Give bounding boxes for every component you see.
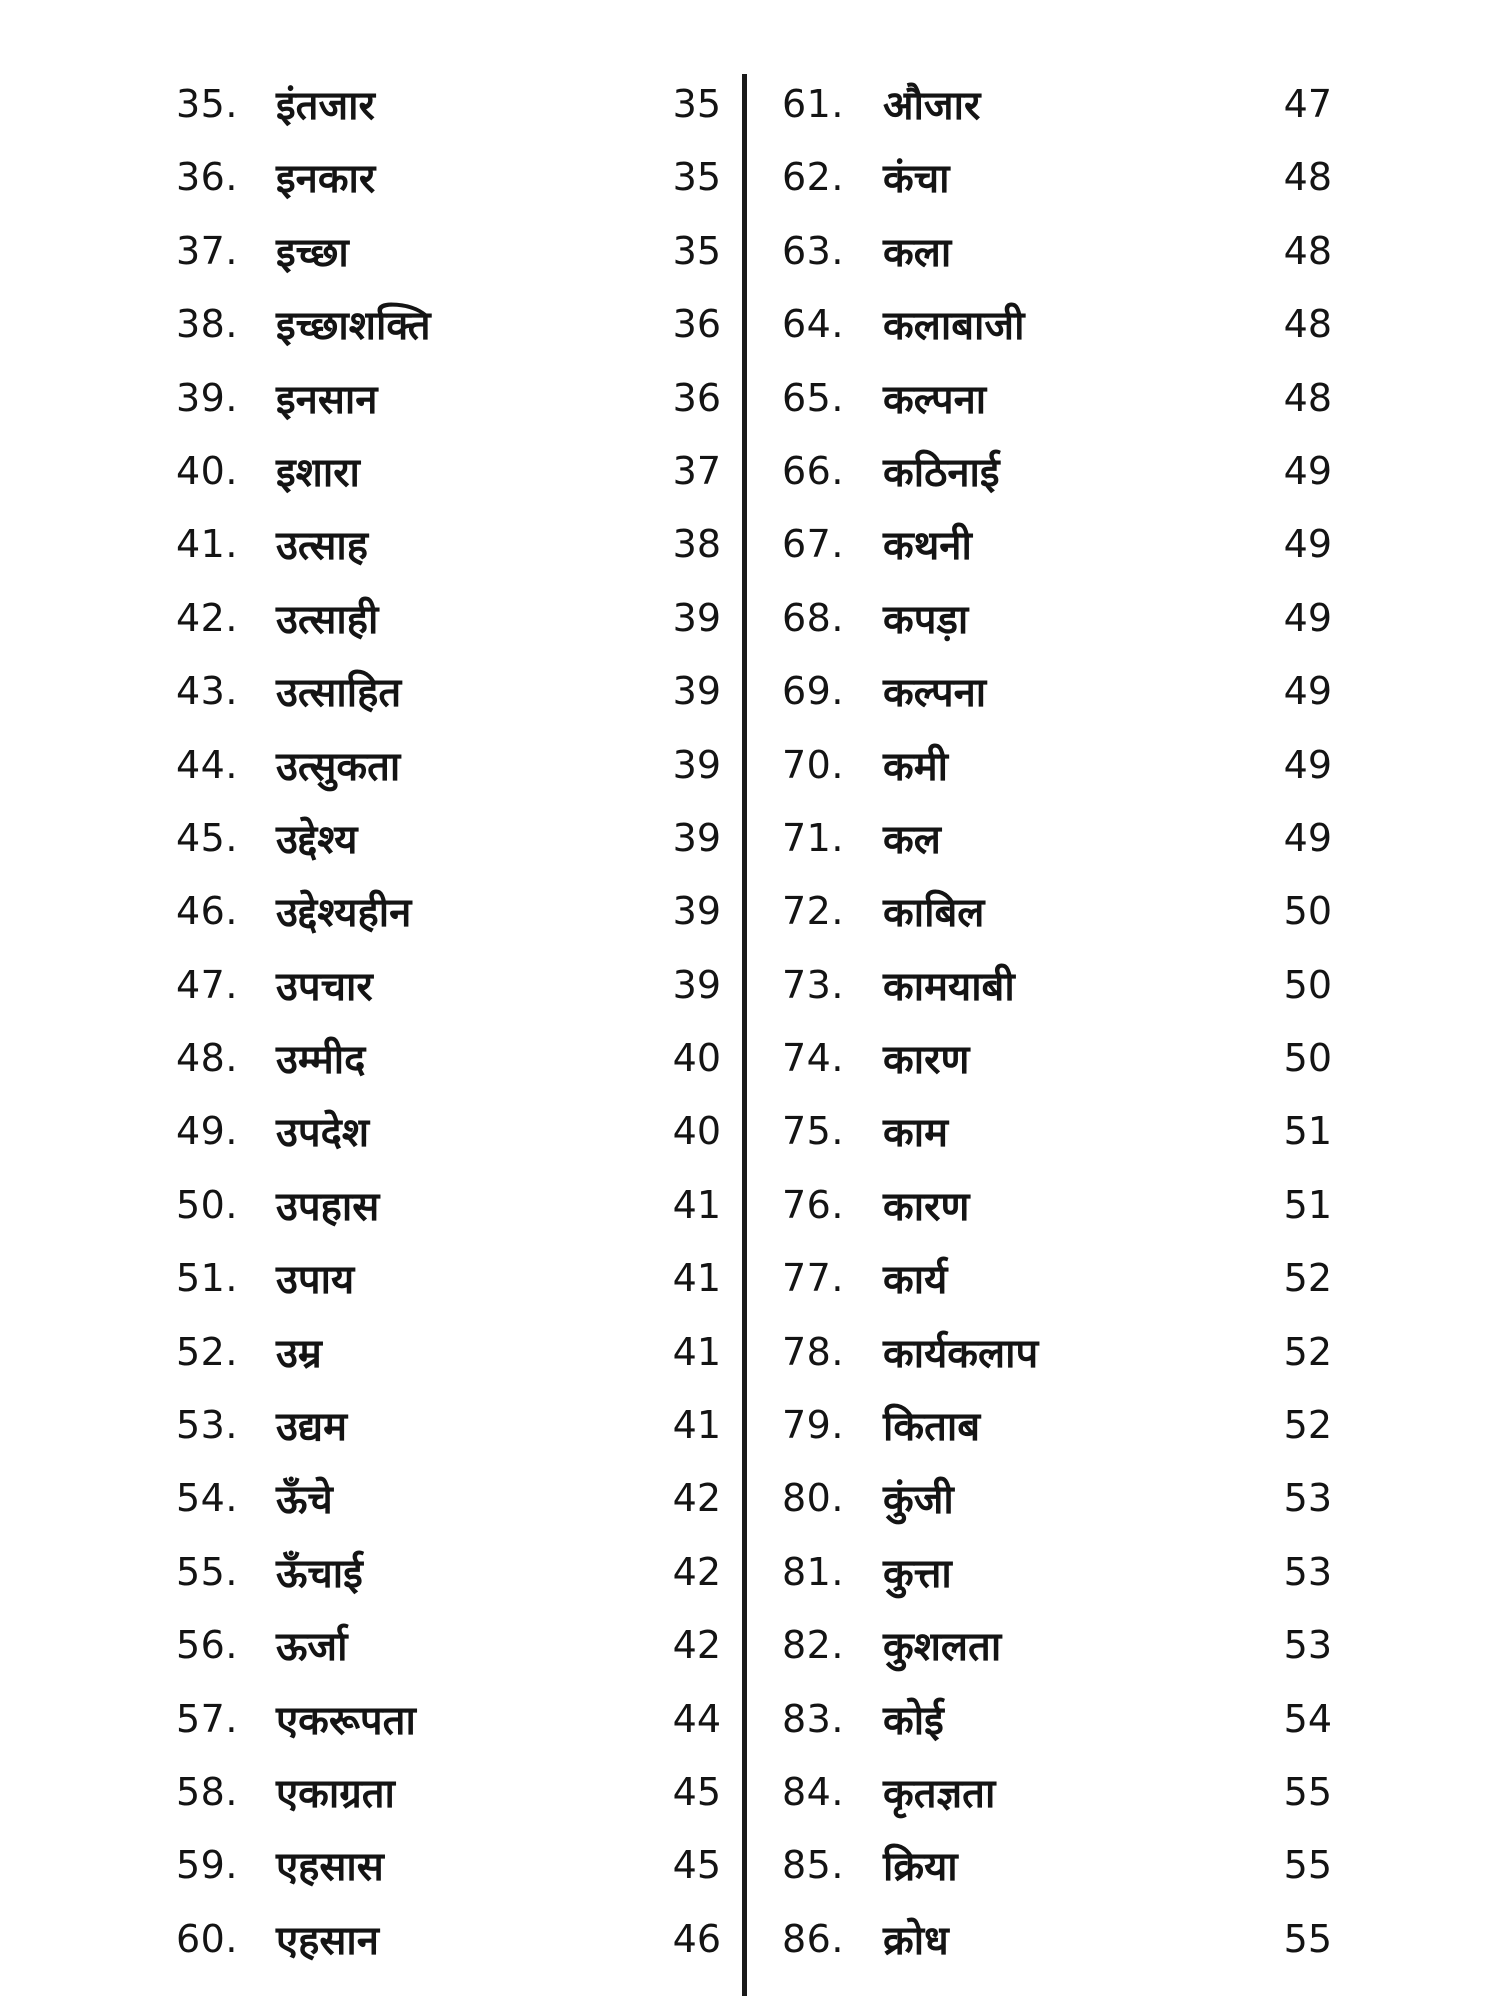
entry-page-number: 37 [672, 448, 721, 493]
entry-term: उपाय [276, 1257, 355, 1304]
entry-number: 37. [176, 228, 238, 273]
entry-number: 49. [176, 1109, 238, 1154]
index-entry [176, 366, 731, 439]
entry-term: उत्साही [276, 596, 379, 643]
entry-number: 42. [176, 595, 238, 640]
index-entry [176, 806, 731, 879]
entry-number: 51. [176, 1256, 238, 1301]
entry-page-number: 49 [1283, 815, 1332, 860]
entry-page-number: 35 [672, 155, 721, 200]
index-entry [782, 1687, 1342, 1760]
entry-term: क्रिया [883, 1844, 958, 1891]
index-entry [176, 1246, 731, 1319]
entry-page-number: 49 [1283, 742, 1332, 787]
index-entry [782, 1026, 1342, 1099]
index-entry [176, 219, 731, 292]
index-entry [176, 1907, 731, 1980]
entry-page-number: 39 [672, 742, 721, 787]
entry-number: 39. [176, 375, 238, 420]
entry-page-number: 41 [672, 1403, 721, 1448]
entry-term: इच्छाशक्ति [276, 303, 431, 350]
index-entry [782, 953, 1342, 1026]
index-entry [782, 659, 1342, 732]
entry-page-number: 41 [672, 1182, 721, 1227]
entry-number: 78. [782, 1329, 844, 1374]
entry-number: 38. [176, 302, 238, 347]
entry-page-number: 46 [672, 1916, 721, 1961]
index-entry [176, 439, 731, 512]
index-entry [176, 733, 731, 806]
entry-page-number: 45 [672, 1843, 721, 1888]
entry-page-number: 50 [1283, 1036, 1332, 1081]
entry-term: क्रोध [883, 1917, 949, 1964]
index-entry [782, 1099, 1342, 1172]
index-entry [176, 586, 731, 659]
entry-term: कलाबाजी [883, 303, 1025, 350]
index-entry [782, 292, 1342, 365]
entry-number: 55. [176, 1549, 238, 1594]
entry-term: काम [883, 1110, 948, 1157]
index-entry [176, 1466, 731, 1539]
entry-number: 75. [782, 1109, 844, 1154]
entry-term: कला [883, 229, 952, 276]
index-entry [176, 1833, 731, 1906]
entry-term: उद्यम [276, 1404, 348, 1451]
entry-page-number: 51 [1283, 1109, 1332, 1154]
entry-number: 60. [176, 1916, 238, 1961]
entry-term: एकाग्रता [276, 1770, 395, 1817]
index-entry [176, 1099, 731, 1172]
entry-page-number: 39 [672, 889, 721, 934]
entry-page-number: 39 [672, 962, 721, 1007]
entry-number: 44. [176, 742, 238, 787]
entry-page-number: 44 [672, 1696, 721, 1741]
entry-term: ऊर्जा [276, 1624, 348, 1671]
entry-number: 76. [782, 1182, 844, 1227]
entry-page-number: 51 [1283, 1182, 1332, 1227]
entry-page-number: 42 [672, 1549, 721, 1594]
entry-page-number: 48 [1283, 302, 1332, 347]
entry-page-number: 39 [672, 669, 721, 714]
entry-page-number: 47 [1283, 82, 1332, 126]
entry-term: कमी [883, 743, 948, 790]
entry-term: ऊँचाई [276, 1550, 363, 1597]
entry-term: कार्यकलाप [883, 1330, 1039, 1377]
entry-term: उम्र [276, 1330, 322, 1377]
entry-number: 58. [176, 1769, 238, 1814]
entry-number: 63. [782, 228, 844, 273]
entry-number: 36. [176, 155, 238, 200]
entry-term: इनकार [276, 156, 376, 203]
entry-number: 67. [782, 522, 844, 567]
entry-number: 41. [176, 522, 238, 567]
entry-term: एकरूपता [276, 1697, 416, 1744]
index-entry [176, 512, 731, 585]
entry-page-number: 48 [1283, 375, 1332, 420]
entry-term: एहसास [276, 1844, 384, 1891]
entry-term: उत्सुकता [276, 743, 401, 790]
entry-term: कुत्ता [883, 1550, 952, 1597]
index-entry [176, 1026, 731, 1099]
entry-term: कंचा [883, 156, 950, 203]
entry-term: कोई [883, 1697, 944, 1744]
entry-term: इनसान [276, 376, 378, 423]
index-entry [782, 806, 1342, 879]
entry-term: कुंजी [883, 1477, 954, 1524]
entry-term: कारण [883, 1037, 970, 1084]
entry-term: कार्य [883, 1257, 948, 1304]
entry-number: 50. [176, 1182, 238, 1227]
entry-term: उपहास [276, 1183, 380, 1230]
entry-term: ऊँचे [276, 1477, 333, 1524]
entry-page-number: 39 [672, 815, 721, 860]
entry-number: 53. [176, 1403, 238, 1448]
entry-number: 64. [782, 302, 844, 347]
entry-number: 40. [176, 448, 238, 493]
entry-number: 56. [176, 1623, 238, 1668]
index-entry [782, 1320, 1342, 1393]
entry-page-number: 53 [1283, 1549, 1332, 1594]
index-entry [782, 879, 1342, 952]
entry-number: 66. [782, 448, 844, 493]
entry-number: 46. [176, 889, 238, 934]
entry-number: 57. [176, 1696, 238, 1741]
entry-page-number: 49 [1283, 669, 1332, 714]
entry-page-number: 52 [1283, 1403, 1332, 1448]
index-entry [176, 1540, 731, 1613]
index-entry [176, 72, 731, 145]
entry-page-number: 49 [1283, 595, 1332, 640]
index-entry [176, 292, 731, 365]
index-entry [176, 1613, 731, 1686]
entry-number: 65. [782, 375, 844, 420]
entry-number: 61. [782, 82, 844, 126]
entry-number: 85. [782, 1843, 844, 1888]
entry-term: उत्साहित [276, 670, 402, 717]
entry-term: उद्देश्य [276, 816, 358, 863]
entry-number: 84. [782, 1769, 844, 1814]
index-column-left [176, 72, 731, 1980]
entry-page-number: 55 [1283, 1916, 1332, 1961]
entry-term: कथनी [883, 523, 972, 570]
entry-number: 71. [782, 815, 844, 860]
index-entry [782, 1466, 1342, 1539]
index-entry [782, 366, 1342, 439]
entry-number: 70. [782, 742, 844, 787]
entry-number: 69. [782, 669, 844, 714]
entry-number: 79. [782, 1403, 844, 1448]
entry-number: 45. [176, 815, 238, 860]
index-entry [782, 1760, 1342, 1833]
entry-term: कामयाबी [883, 963, 1015, 1010]
index-entry [176, 1320, 731, 1393]
entry-number: 83. [782, 1696, 844, 1741]
entry-page-number: 36 [672, 375, 721, 420]
index-entry [782, 512, 1342, 585]
entry-term: उपचार [276, 963, 373, 1010]
entry-number: 47. [176, 962, 238, 1007]
entry-page-number: 41 [672, 1329, 721, 1374]
entry-page-number: 38 [672, 522, 721, 567]
index-entry [782, 1540, 1342, 1613]
index-entry [782, 1833, 1342, 1906]
entry-term: कारण [883, 1183, 970, 1230]
entry-page-number: 48 [1283, 155, 1332, 200]
entry-term: काबिल [883, 890, 985, 937]
index-entry [176, 1760, 731, 1833]
index-entry [176, 659, 731, 732]
index-entry [782, 145, 1342, 218]
index-entry [176, 1393, 731, 1466]
entry-page-number: 35 [672, 82, 721, 126]
column-divider [742, 74, 747, 1996]
entry-term: उद्देश्यहीन [276, 890, 412, 937]
entry-term: कल [883, 816, 941, 863]
entry-page-number: 50 [1283, 962, 1332, 1007]
entry-term: औजार [883, 83, 981, 129]
entry-page-number: 52 [1283, 1256, 1332, 1301]
index-entry [782, 439, 1342, 512]
entry-number: 82. [782, 1623, 844, 1668]
entry-term: कल्पना [883, 376, 987, 423]
entry-number: 52. [176, 1329, 238, 1374]
entry-page-number: 50 [1283, 889, 1332, 934]
index-entry [782, 1613, 1342, 1686]
entry-term: इच्छा [276, 229, 349, 276]
entry-page-number: 41 [672, 1256, 721, 1301]
index-entry [782, 219, 1342, 292]
entry-number: 72. [782, 889, 844, 934]
entry-number: 62. [782, 155, 844, 200]
entry-term: कृतज्ञता [883, 1770, 996, 1817]
entry-term: उपदेश [276, 1110, 370, 1157]
entry-page-number: 54 [1283, 1696, 1332, 1741]
entry-page-number: 55 [1283, 1843, 1332, 1888]
entry-page-number: 52 [1283, 1329, 1332, 1374]
entry-page-number: 42 [672, 1623, 721, 1668]
index-column-right [782, 72, 1342, 1980]
entry-term: इशारा [276, 449, 360, 496]
entry-number: 80. [782, 1476, 844, 1521]
entry-page-number: 48 [1283, 228, 1332, 273]
entry-page-number: 35 [672, 228, 721, 273]
entry-page-number: 45 [672, 1769, 721, 1814]
entry-number: 59. [176, 1843, 238, 1888]
entry-page-number: 49 [1283, 448, 1332, 493]
entry-term: उम्मीद [276, 1037, 366, 1084]
index-entry [176, 1687, 731, 1760]
index-entry [782, 586, 1342, 659]
index-entry [176, 953, 731, 1026]
entry-number: 43. [176, 669, 238, 714]
entry-page-number: 49 [1283, 522, 1332, 567]
entry-term: कल्पना [883, 670, 987, 717]
entry-number: 81. [782, 1549, 844, 1594]
entry-page-number: 53 [1283, 1623, 1332, 1668]
entry-page-number: 36 [672, 302, 721, 347]
entry-page-number: 55 [1283, 1769, 1332, 1814]
index-entry [782, 1393, 1342, 1466]
entry-term: किताब [883, 1404, 981, 1451]
entry-term: कठिनाई [883, 449, 1000, 496]
entry-number: 77. [782, 1256, 844, 1301]
entry-number: 73. [782, 962, 844, 1007]
index-entry [782, 72, 1342, 145]
entry-term: कुशलता [883, 1624, 1002, 1671]
entry-number: 48. [176, 1036, 238, 1081]
index-entry [782, 733, 1342, 806]
entry-term: एहसान [276, 1917, 379, 1964]
entry-number: 54. [176, 1476, 238, 1521]
index-entry [782, 1907, 1342, 1980]
index-entry [782, 1173, 1342, 1246]
entry-page-number: 39 [672, 595, 721, 640]
entry-number: 68. [782, 595, 844, 640]
entry-number: 86. [782, 1916, 844, 1961]
index-entry [176, 1173, 731, 1246]
entry-number: 74. [782, 1036, 844, 1081]
entry-term: कपड़ा [883, 596, 969, 643]
entry-number: 35. [176, 82, 238, 126]
entry-term: उत्साह [276, 523, 368, 570]
index-entry [176, 145, 731, 218]
entry-page-number: 40 [672, 1109, 721, 1154]
entry-page-number: 53 [1283, 1476, 1332, 1521]
index-entry [782, 1246, 1342, 1319]
entry-page-number: 40 [672, 1036, 721, 1081]
entry-page-number: 42 [672, 1476, 721, 1521]
index-entry [176, 879, 731, 952]
entry-term: इंतजार [276, 83, 375, 129]
